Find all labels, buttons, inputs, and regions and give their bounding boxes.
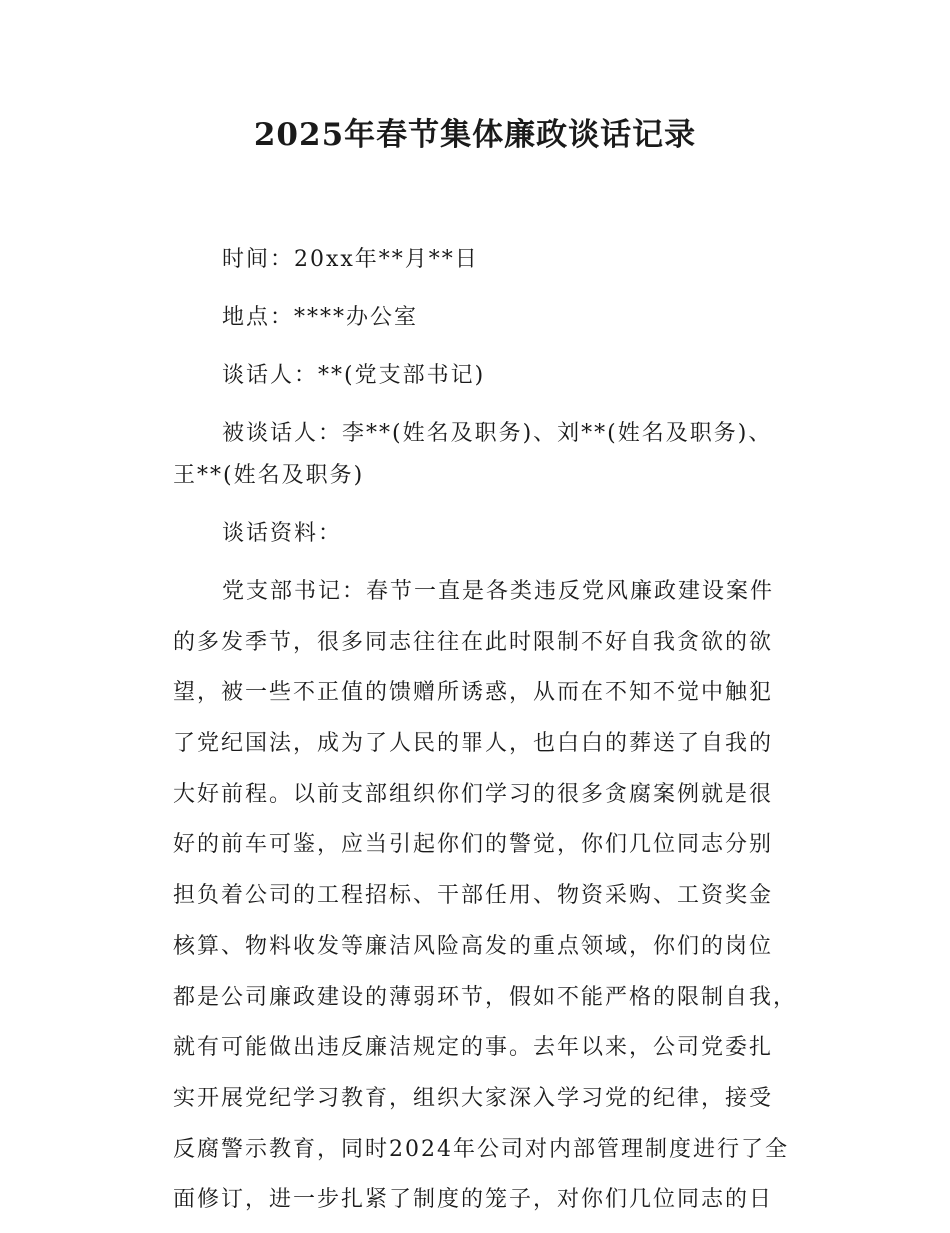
body-line: 反腐警示教育，同时2024年公司对内部管理制度进行了全 <box>173 1136 789 1162</box>
meeting-place: 地点：****办公室 <box>222 305 419 330</box>
body-line: 的多发季节，很多同志往往在此时限制不好自我贪欲的欲 <box>173 629 774 655</box>
interviewees-line-2: 王**(姓名及职务) <box>173 463 365 488</box>
speaker: 谈话人：**(党支部书记) <box>222 363 486 388</box>
body-line: 担负着公司的工程招标、干部任用、物资采购、工资奖金 <box>173 883 774 909</box>
body-line: 好的前车可鉴，应当引起你们的警觉，你们几位同志分别 <box>173 832 774 858</box>
body-line: 党支部书记：春节一直是各类违反党风廉政建设案件 <box>222 579 775 604</box>
body-line: 核算、物料收发等廉洁风险高发的重点领域，你们的岗位 <box>173 933 774 959</box>
body-line: 大好前程。以前支部组织你们学习的很多贪腐案例就是很 <box>173 781 774 807</box>
meeting-time: 时间：20xx年**月**日 <box>222 247 479 272</box>
material-label: 谈话资料： <box>222 521 343 546</box>
body-line: 实开展党纪学习教育，组织大家深入学习党的纪律，接受 <box>173 1085 774 1111</box>
body-paragraph <box>173 574 805 1233</box>
body-line: 都是公司廉政建设的薄弱环节，假如不能严格的限制自我， <box>173 984 798 1010</box>
body-line: 望，被一些不正值的馈赠所诱惑，从而在不知不觉中触犯 <box>173 680 774 706</box>
body-line: 面修订，进一步扎紧了制度的笼子，对你们几位同志的日 <box>173 1187 774 1213</box>
body-line: 就有可能做出违反廉洁规定的事。去年以来，公司党委扎 <box>173 1035 774 1061</box>
interviewees-line-1: 被谈话人：李**(姓名及职务)、刘**(姓名及职务)、 <box>222 421 773 446</box>
document-title: 2025年春节集体廉政谈话记录 <box>253 117 697 153</box>
body-line: 了党纪国法，成为了人民的罪人，也白白的葬送了自我的 <box>173 731 774 757</box>
